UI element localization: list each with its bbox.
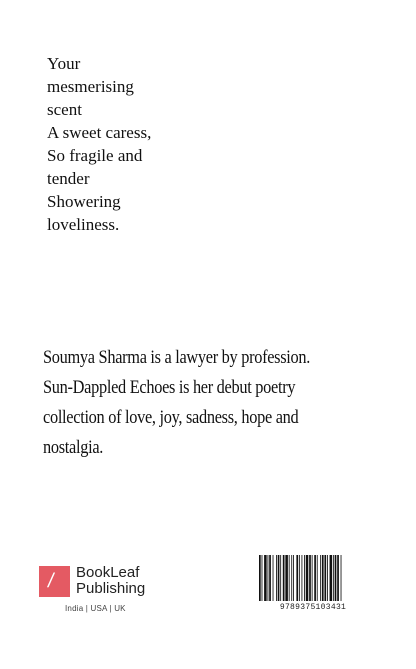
barcode-bar [302, 555, 303, 601]
barcode-bar [330, 555, 333, 601]
bio-line: Soumya Sharma is a lawyer by profession. [43, 347, 311, 368]
poem [47, 52, 247, 236]
barcode-bar [335, 555, 337, 601]
barcode-bar [278, 555, 280, 601]
barcode-bar [324, 555, 326, 601]
bio-line: collection of love, joy, sadness, hope and [43, 407, 299, 428]
bio-line: Sun-Dappled Echoes is her debut poetry [43, 377, 296, 398]
publisher-name [76, 565, 145, 597]
poem-line: loveliness. [47, 215, 120, 234]
barcode-bar [280, 555, 281, 601]
barcode-bar [291, 555, 292, 601]
author-bio [43, 343, 340, 463]
poem-line: A sweet caress, [47, 123, 152, 142]
isbn-number: 9789375103431 [279, 603, 347, 612]
publisher-logo [39, 565, 145, 597]
barcode-bar [268, 555, 269, 601]
barcode-bar [304, 555, 305, 601]
barcode-bar [262, 555, 263, 601]
barcode-bar [289, 555, 290, 601]
barcode-bar [320, 555, 321, 601]
poem-line: mesmerising [47, 77, 134, 96]
barcode-bar [269, 555, 271, 601]
bio-line: nostalgia. [43, 437, 104, 458]
barcode-bar [333, 555, 334, 601]
poem-line: Showering [47, 192, 121, 211]
publisher-regions: India | USA | UK [65, 604, 126, 613]
barcode-bar [322, 555, 324, 601]
barcode-bar [337, 555, 339, 601]
barcode-bar [296, 555, 298, 601]
logo-mark-glyph: / [46, 569, 56, 592]
bookleaf-logo-icon [39, 566, 70, 597]
barcode-bar [309, 555, 311, 601]
barcode-bar [341, 555, 342, 601]
barcode-bar [312, 555, 313, 601]
barcode-bar [293, 555, 294, 601]
poem-line: Your [47, 54, 81, 73]
barcode-bar [264, 555, 267, 601]
barcode-bar [283, 555, 285, 601]
barcode-bar [273, 555, 274, 601]
publisher-name-line1: BookLeaf [76, 564, 140, 581]
barcode-bar [259, 555, 261, 601]
barcode-bar [276, 555, 277, 601]
poem-line: tender [47, 169, 90, 188]
publisher-name-line2: Publishing [76, 580, 146, 597]
poem-line: So fragile and [47, 146, 143, 165]
barcode-bar [285, 555, 288, 601]
barcode-bar [306, 555, 309, 601]
barcode-bar [327, 555, 328, 601]
barcode-icon [259, 555, 367, 601]
poem-line: scent [47, 100, 82, 119]
barcode-bar [299, 555, 300, 601]
barcode-bar [314, 555, 316, 601]
barcode-bar [317, 555, 318, 601]
